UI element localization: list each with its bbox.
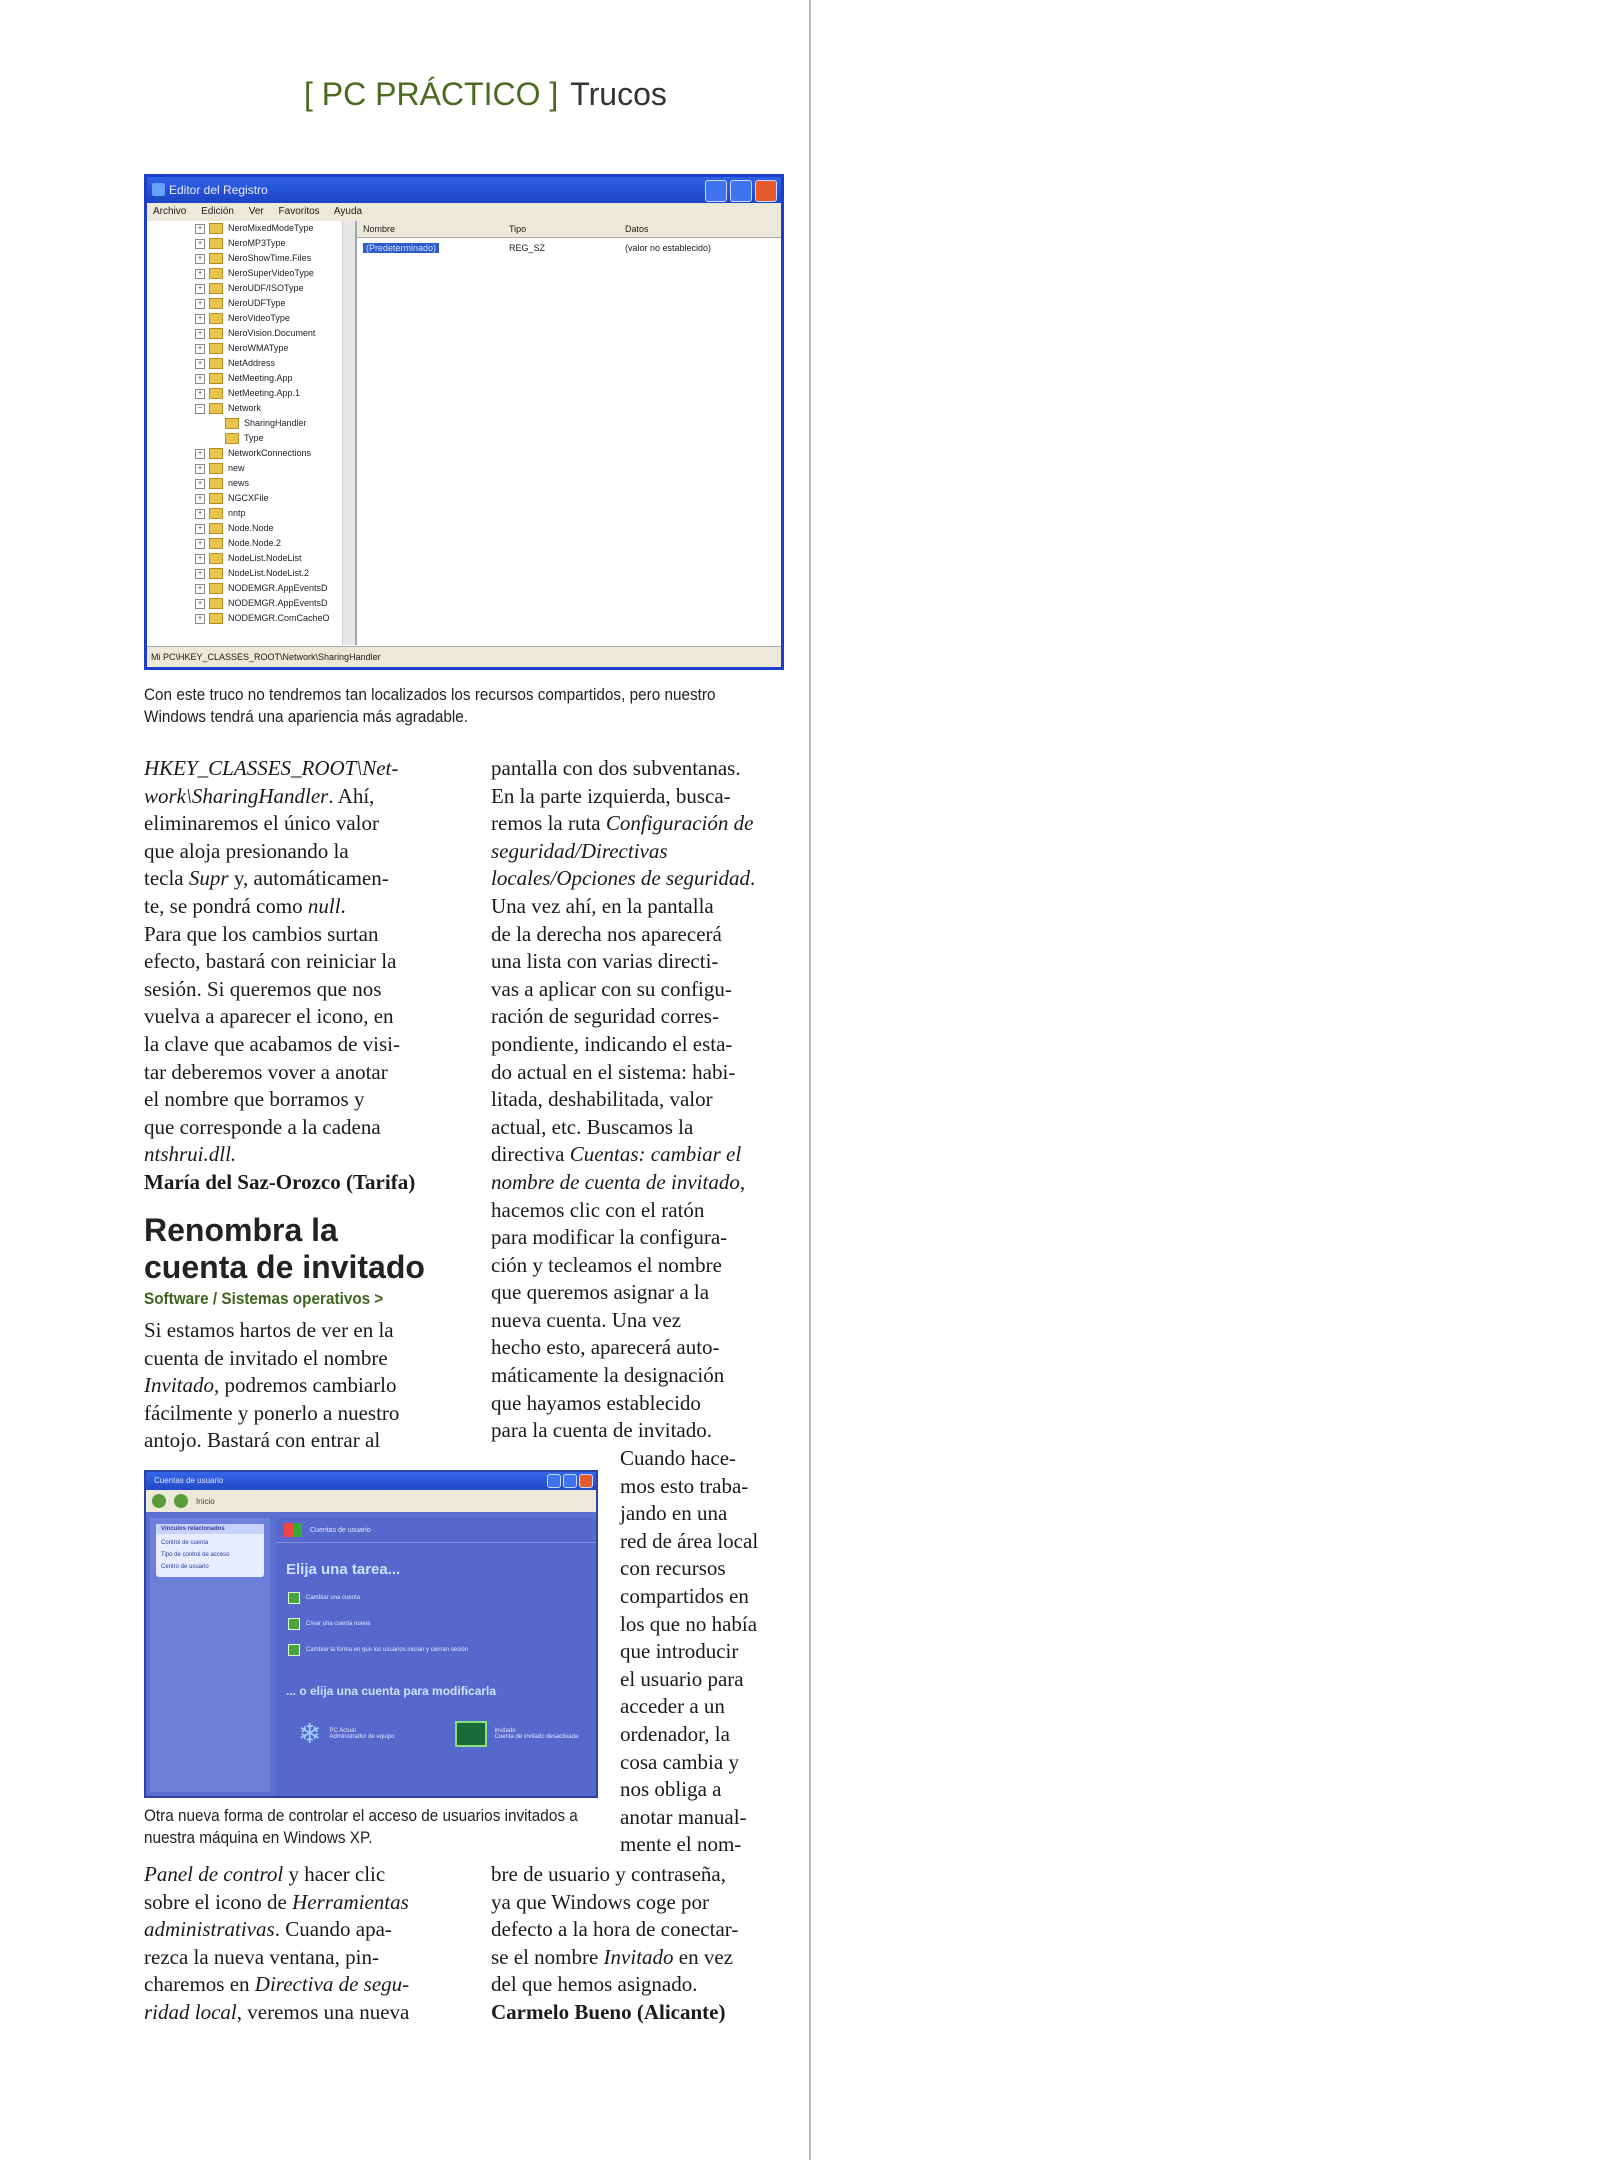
tree-item: + new: [147, 461, 355, 476]
expand-icon: +: [195, 554, 205, 564]
section2-heading: [144, 1212, 464, 1312]
registry-app-icon: [152, 183, 165, 196]
menu-item: Ver: [248, 206, 264, 217]
expand-icon: +: [195, 479, 205, 489]
maximize-icon: [563, 1474, 577, 1488]
expand-icon: +: [195, 569, 205, 579]
minimize-icon: [547, 1474, 561, 1488]
pick-task-heading: Elija una tarea...: [286, 1561, 401, 1578]
pick-account-heading: ... o elija una cuenta para modificarla: [286, 1684, 497, 1698]
account-tile: Invitado Cuenta de invitado desactivada: [455, 1720, 579, 1748]
tree-item: + NodeList.NodeList: [147, 551, 355, 566]
expand-icon: +: [195, 374, 205, 384]
folder-icon: [225, 433, 239, 444]
tree-item: + NODEMGR.AppEventsD: [147, 596, 355, 611]
accounts-header: Cuentas de usuario: [276, 1518, 596, 1543]
column-divider-line: [809, 0, 811, 2160]
tree-item: + NetMeeting.App.1: [147, 386, 355, 401]
folder-icon: [209, 283, 223, 294]
tree-item: Type: [147, 431, 355, 446]
registry-window-title: Editor del Registro: [169, 183, 268, 197]
folder-icon: [209, 223, 223, 234]
window-controls: [705, 180, 777, 202]
folder-icon: [209, 523, 223, 534]
folder-icon: [209, 358, 223, 369]
page-header: [304, 76, 667, 113]
folder-icon: [209, 538, 223, 549]
folder-icon: [209, 328, 223, 339]
side-link: Control de cuenta: [161, 1540, 209, 1546]
task-arrow-icon: [288, 1644, 300, 1656]
tree-item: + NODEMGR.AppEventsD: [147, 581, 355, 596]
folder-icon: [209, 568, 223, 579]
folder-icon: [209, 508, 223, 519]
column-header: Nombre: [363, 224, 396, 234]
column2-bottom-text: bre de usuario y contraseña, ya que Windows coge por defecto a la hora de conectar- se el nombre Invitado en vez del que hemos asignado. Carmelo Bueno (Alicante): [491, 1861, 791, 2027]
column1-top-text: HKEY_CLASSES_ROOT\Net- work\SharingHandler. Ahí, eliminaremos el único valor que aloja presionando la tecla Supr y, automáticamen- te, se pondrá como null. Para que los cambios surtan efecto, bastará con reiniciar la sesión. Si queremos que nos vuelva a aparecer el icono, en la clave que acabamos de visi- tar deberemos vover a anotar el nombre que borramos y que corresponde a la cadena ntshrui.dll. María del Saz-Orozco (Tarifa): [144, 755, 444, 1197]
close-icon: [579, 1474, 593, 1488]
accounts-title-bar: [146, 1472, 596, 1490]
forward-icon: [174, 1494, 188, 1508]
snowflake-avatar-icon: ❄: [298, 1718, 322, 1749]
tree-item: + NodeList.NodeList.2: [147, 566, 355, 581]
expand-icon: +: [195, 224, 205, 234]
tree-item: + NeroSuperVideoType: [147, 266, 355, 281]
folder-open-icon: [225, 418, 239, 429]
expand-icon: +: [195, 314, 205, 324]
author-byline-2: Carmelo Bueno (Alicante): [491, 1999, 726, 2024]
folder-icon: [209, 313, 223, 324]
tree-item: + Node.Node.2: [147, 536, 355, 551]
tree-item: + nntp: [147, 506, 355, 521]
guest-avatar-icon: [455, 1721, 487, 1747]
folder-icon: [209, 298, 223, 309]
expand-icon: +: [195, 494, 205, 504]
folder-icon: [209, 253, 223, 264]
folder-icon: [209, 403, 223, 414]
registry-tree-pane: [147, 221, 357, 645]
folder-icon: [209, 553, 223, 564]
expand-icon: +: [195, 359, 205, 369]
tree-item: + NeroVideoType: [147, 311, 355, 326]
registry-menu-bar: [147, 203, 781, 221]
folder-icon: [209, 613, 223, 624]
accounts-main-panel: [276, 1518, 596, 1796]
user-accounts-screenshot: [144, 1470, 598, 1798]
expand-icon: +: [195, 524, 205, 534]
task-arrow-icon: [288, 1592, 300, 1604]
task-arrow-icon: [288, 1618, 300, 1630]
task-item: Cambiar la forma en que los usuarios inician y cierran sesión: [288, 1644, 596, 1656]
menu-item: Ayuda: [333, 206, 363, 217]
tree-item: + NeroWMAType: [147, 341, 355, 356]
account-list: [298, 1720, 596, 1748]
folder-icon: [209, 493, 223, 504]
tree-item: + NODEMGR.ComCacheO: [147, 611, 355, 626]
registry-editor-screenshot: [144, 174, 784, 670]
tree-scrollbar: [342, 221, 355, 645]
column-header: Tipo: [509, 224, 527, 234]
category-breadcrumb: Software / Sistemas operativos >: [144, 1289, 384, 1308]
expand-icon: +: [195, 449, 205, 459]
tree-item: + NetworkConnections: [147, 446, 355, 461]
menu-item: Edición: [201, 206, 234, 217]
task-item: Cambiar una cuenta: [288, 1592, 596, 1604]
expand-icon: +: [195, 299, 205, 309]
tree-item: + Node.Node: [147, 521, 355, 536]
registry-status-bar: Mi PC\HKEY_CLASSES_ROOT\Network\SharingHandler: [147, 646, 781, 667]
section-label: [ PC PRÁCTICO ]: [304, 76, 559, 112]
folder-icon: [209, 463, 223, 474]
value-name: (Predeterminado): [363, 243, 439, 253]
expand-icon: +: [195, 239, 205, 249]
tree-item: + NetMeeting.App: [147, 371, 355, 386]
accounts-window-title: Cuentas de usuario: [154, 1476, 224, 1485]
folder-icon: [209, 268, 223, 279]
column2-text: pantalla con dos subventanas. En la parte izquierda, busca- remos la ruta Configuración de seguridad/Directivas locales/Opciones de seguridad. Una vez ahí, en la pantalla de la derecha nos aparecerá una lista con varias directi- vas a aplicar con su configu- ración de seguridad corres- pondiente, indicando el esta- do actual en el sistema: habi- litada, deshabilitada, valor actual, etc. Buscamos la directiva Cuentas: cambiar el nombre de cuenta de invitado, hacemos clic con el ratón para modificar la configura- ción y tecleamos el nombre que queremos asignar a la nueva cuenta. Una vez hecho esto, aparecerá auto- máticamente la designación que hayamos establecido para la cuenta de invitado.: [491, 756, 756, 1443]
tree-item: SharingHandler: [147, 416, 355, 431]
registry-body: [147, 221, 781, 645]
related-links-box: Vínculos relacionados Control de cuenta Tipo de control de acceso Centro de usuario: [156, 1524, 264, 1577]
value-type: REG_SZ: [509, 243, 546, 253]
folder-icon: [209, 373, 223, 384]
tree-item: + NeroVision.Document: [147, 326, 355, 341]
windows-flag-icon: [284, 1523, 302, 1537]
expand-icon: +: [195, 584, 205, 594]
value-data: (valor no establecido): [625, 243, 712, 253]
column-header: Datos: [625, 224, 649, 234]
article-title: Renombra la cuenta de invitado: [144, 1212, 425, 1285]
folder-icon: [209, 343, 223, 354]
tree-item: + NeroUDFType: [147, 296, 355, 311]
tree-item: + NeroMP3Type: [147, 236, 355, 251]
tree-item: + news: [147, 476, 355, 491]
expand-icon: +: [195, 269, 205, 279]
folder-icon: [209, 598, 223, 609]
minimize-icon: [705, 180, 727, 202]
subsection-label: Trucos: [570, 76, 667, 112]
expand-icon: +: [195, 344, 205, 354]
expand-icon: +: [195, 464, 205, 474]
folder-icon: [209, 448, 223, 459]
figure-caption-1: Con este truco no tendremos tan localizados los recursos compartidos, pero nuestro Windows tendrá una apariencia más agradable.: [144, 685, 716, 726]
window-controls: [547, 1474, 593, 1488]
values-header: [357, 221, 781, 238]
folder-icon: [209, 478, 223, 489]
registry-values-pane: [357, 221, 781, 645]
home-link: Inicio: [196, 1496, 215, 1506]
folder-icon: [209, 238, 223, 249]
side-link: Tipo de control de acceso: [161, 1552, 230, 1558]
author-byline-1: María del Saz-Orozco (Tarifa): [144, 1169, 416, 1194]
expand-icon: +: [195, 284, 205, 294]
menu-item: Favoritos: [278, 206, 320, 217]
expand-icon: +: [195, 389, 205, 399]
task-item: Crear una cuenta nueva: [288, 1618, 596, 1630]
account-tile: ❄ PC Actual Administrador de equipo: [298, 1718, 395, 1749]
expand-icon: +: [195, 329, 205, 339]
folder-icon: [209, 388, 223, 399]
close-icon: [755, 180, 777, 202]
tree-item: + NeroUDF/ISOType: [147, 281, 355, 296]
side-link: Centro de usuario: [161, 1564, 209, 1570]
tree-item: + NeroMixedModeType: [147, 221, 355, 236]
tree-item: + NetAddress: [147, 356, 355, 371]
value-row: [357, 240, 781, 256]
tree-item: + NeroShowTime.Files: [147, 251, 355, 266]
registry-title-bar: [147, 177, 781, 203]
expand-icon: +: [195, 509, 205, 519]
expand-icon: +: [195, 254, 205, 264]
expand-icon: +: [195, 614, 205, 624]
section2-intro-text: Si estamos hartos de ver en la cuenta de invitado el nombre Invitado, podremos cambiarlo fácilmente y ponerlo a nuestro antojo. Bastará con entrar al: [144, 1318, 400, 1453]
figure-caption-2: Otra nueva forma de controlar el acceso de usuarios invitados a nuestra máquina en Windows XP.: [144, 1806, 578, 1847]
column1-bottom-text: Panel de control y hacer clic sobre el icono de Herramientas administrativas. Cuando apa- rezca la nueva ventana, pin- charemos en Directiva de segu- ridad local, veremos una nueva: [144, 1862, 410, 2024]
menu-item: Archivo: [153, 206, 187, 217]
accounts-nav-bar: [146, 1490, 596, 1512]
column2-wrap-text: Cuando hace- mos esto traba- jando en una red de área local con recursos compartidos en los que no había que introducir el usuario para acceder a un ordenador, la cosa cambia y nos obliga a anotar manual- mente el nom-: [620, 1446, 759, 1857]
accounts-side-panel: [150, 1518, 270, 1792]
maximize-icon: [730, 180, 752, 202]
folder-icon: [209, 583, 223, 594]
collapse-icon: −: [195, 404, 205, 414]
tree-item: − Network: [147, 401, 355, 416]
expand-icon: +: [195, 599, 205, 609]
tree-item: + NGCXFile: [147, 491, 355, 506]
back-icon: [152, 1494, 166, 1508]
expand-icon: +: [195, 539, 205, 549]
